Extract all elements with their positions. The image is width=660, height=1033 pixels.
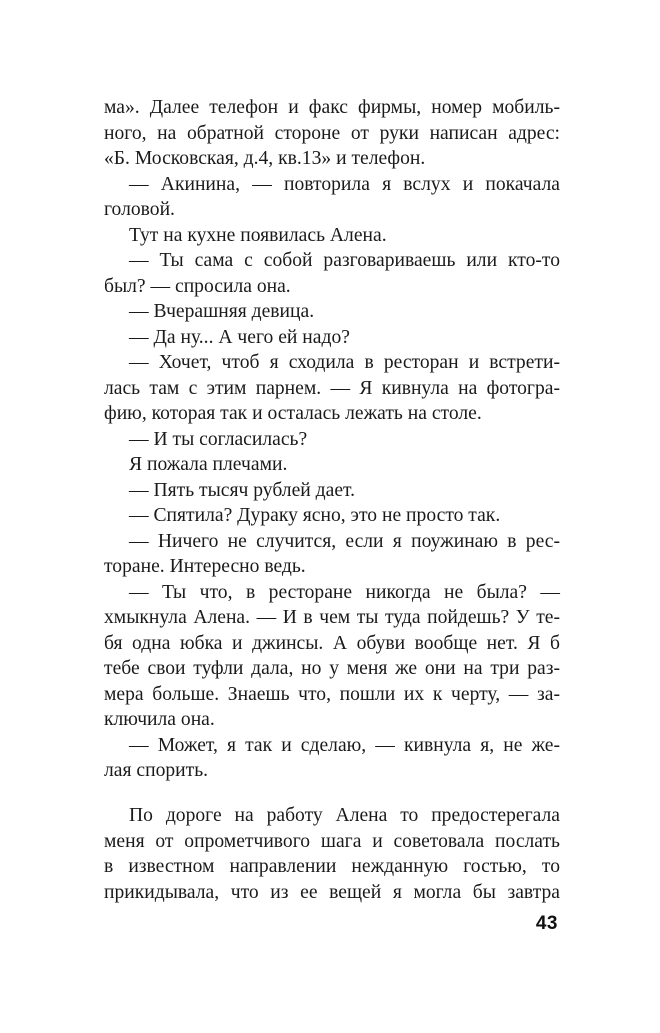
text-line: — Да ну... А чего ей надо? — [129, 326, 350, 348]
text-line: Тут на кухне появилась Алена. — [129, 224, 387, 246]
text-line: По дороге на работу Алена то предостерегала — [129, 805, 560, 826]
text-line: «Б. Московская, д.4, кв.13» и телефон. — [104, 148, 426, 169]
text-line: в известном направлении нежданную гостью, то — [104, 856, 560, 877]
text-line: головой. — [104, 199, 175, 220]
text-line: — Хочет, чтоб я сходила в ресторан и встрети- — [129, 352, 560, 373]
dialogue-text-block — [104, 95, 560, 784]
text-line: торане. Интересно ведь. — [104, 556, 306, 577]
narrative-text-block — [104, 803, 560, 905]
text-line: ма». Далее телефон и факс фирмы, номер мобиль- — [104, 97, 560, 118]
text-line: меня от опрометчивого шага и советовала послать — [104, 830, 560, 852]
text-line: — Ты сама с собой разговариваешь или кто-то — [129, 250, 560, 271]
text-line: — И ты согласилась? — [129, 428, 308, 450]
text-line: хмыкнула Алена. — И в чем ты туда пойдешь? У те- — [104, 607, 560, 628]
text-line: ключила она. — [104, 709, 215, 730]
text-line: прикидывала, что из ее вещей я могла бы завтра — [104, 881, 560, 903]
text-line: мера больше. Знаешь что, пошли их к черту, — за- — [104, 683, 560, 705]
text-line: — Ты что, в ресторане никогда не была? — — [129, 581, 560, 603]
text-line: Я пожала плечами. — [129, 454, 288, 475]
text-line: — Спятила? Дураку ясно, это не просто так. — [129, 505, 501, 526]
text-line: — Акинина, — повторила я вслух и покачала — [129, 173, 560, 195]
text-line: — Может, я так и сделаю, — кивнула я, не же- — [129, 734, 560, 756]
text-line: лая спорить. — [104, 760, 209, 781]
page-number: 43 — [535, 913, 558, 934]
text-line: лась там с этим парнем. — Я кивнула на фотогра- — [104, 377, 560, 399]
text-line: ного, на обратной стороне от руки написан адрес: — [104, 122, 560, 144]
text-line: — Вчерашняя девица. — [129, 301, 315, 322]
text-line: бя одна юбка и джинсы. А обуви вообще нет. Я б — [104, 632, 560, 654]
text-line: был? — спросила она. — [104, 275, 291, 297]
text-line: тебе свои туфли дала, но у меня же они на три раз- — [104, 658, 560, 679]
text-line: фию, которая так и осталась лежать на столе. — [104, 403, 482, 424]
text-line: — Ничего не случится, если я поужинаю в рес- — [129, 530, 560, 552]
text-line: — Пять тысяч рублей дает. — [129, 479, 356, 501]
